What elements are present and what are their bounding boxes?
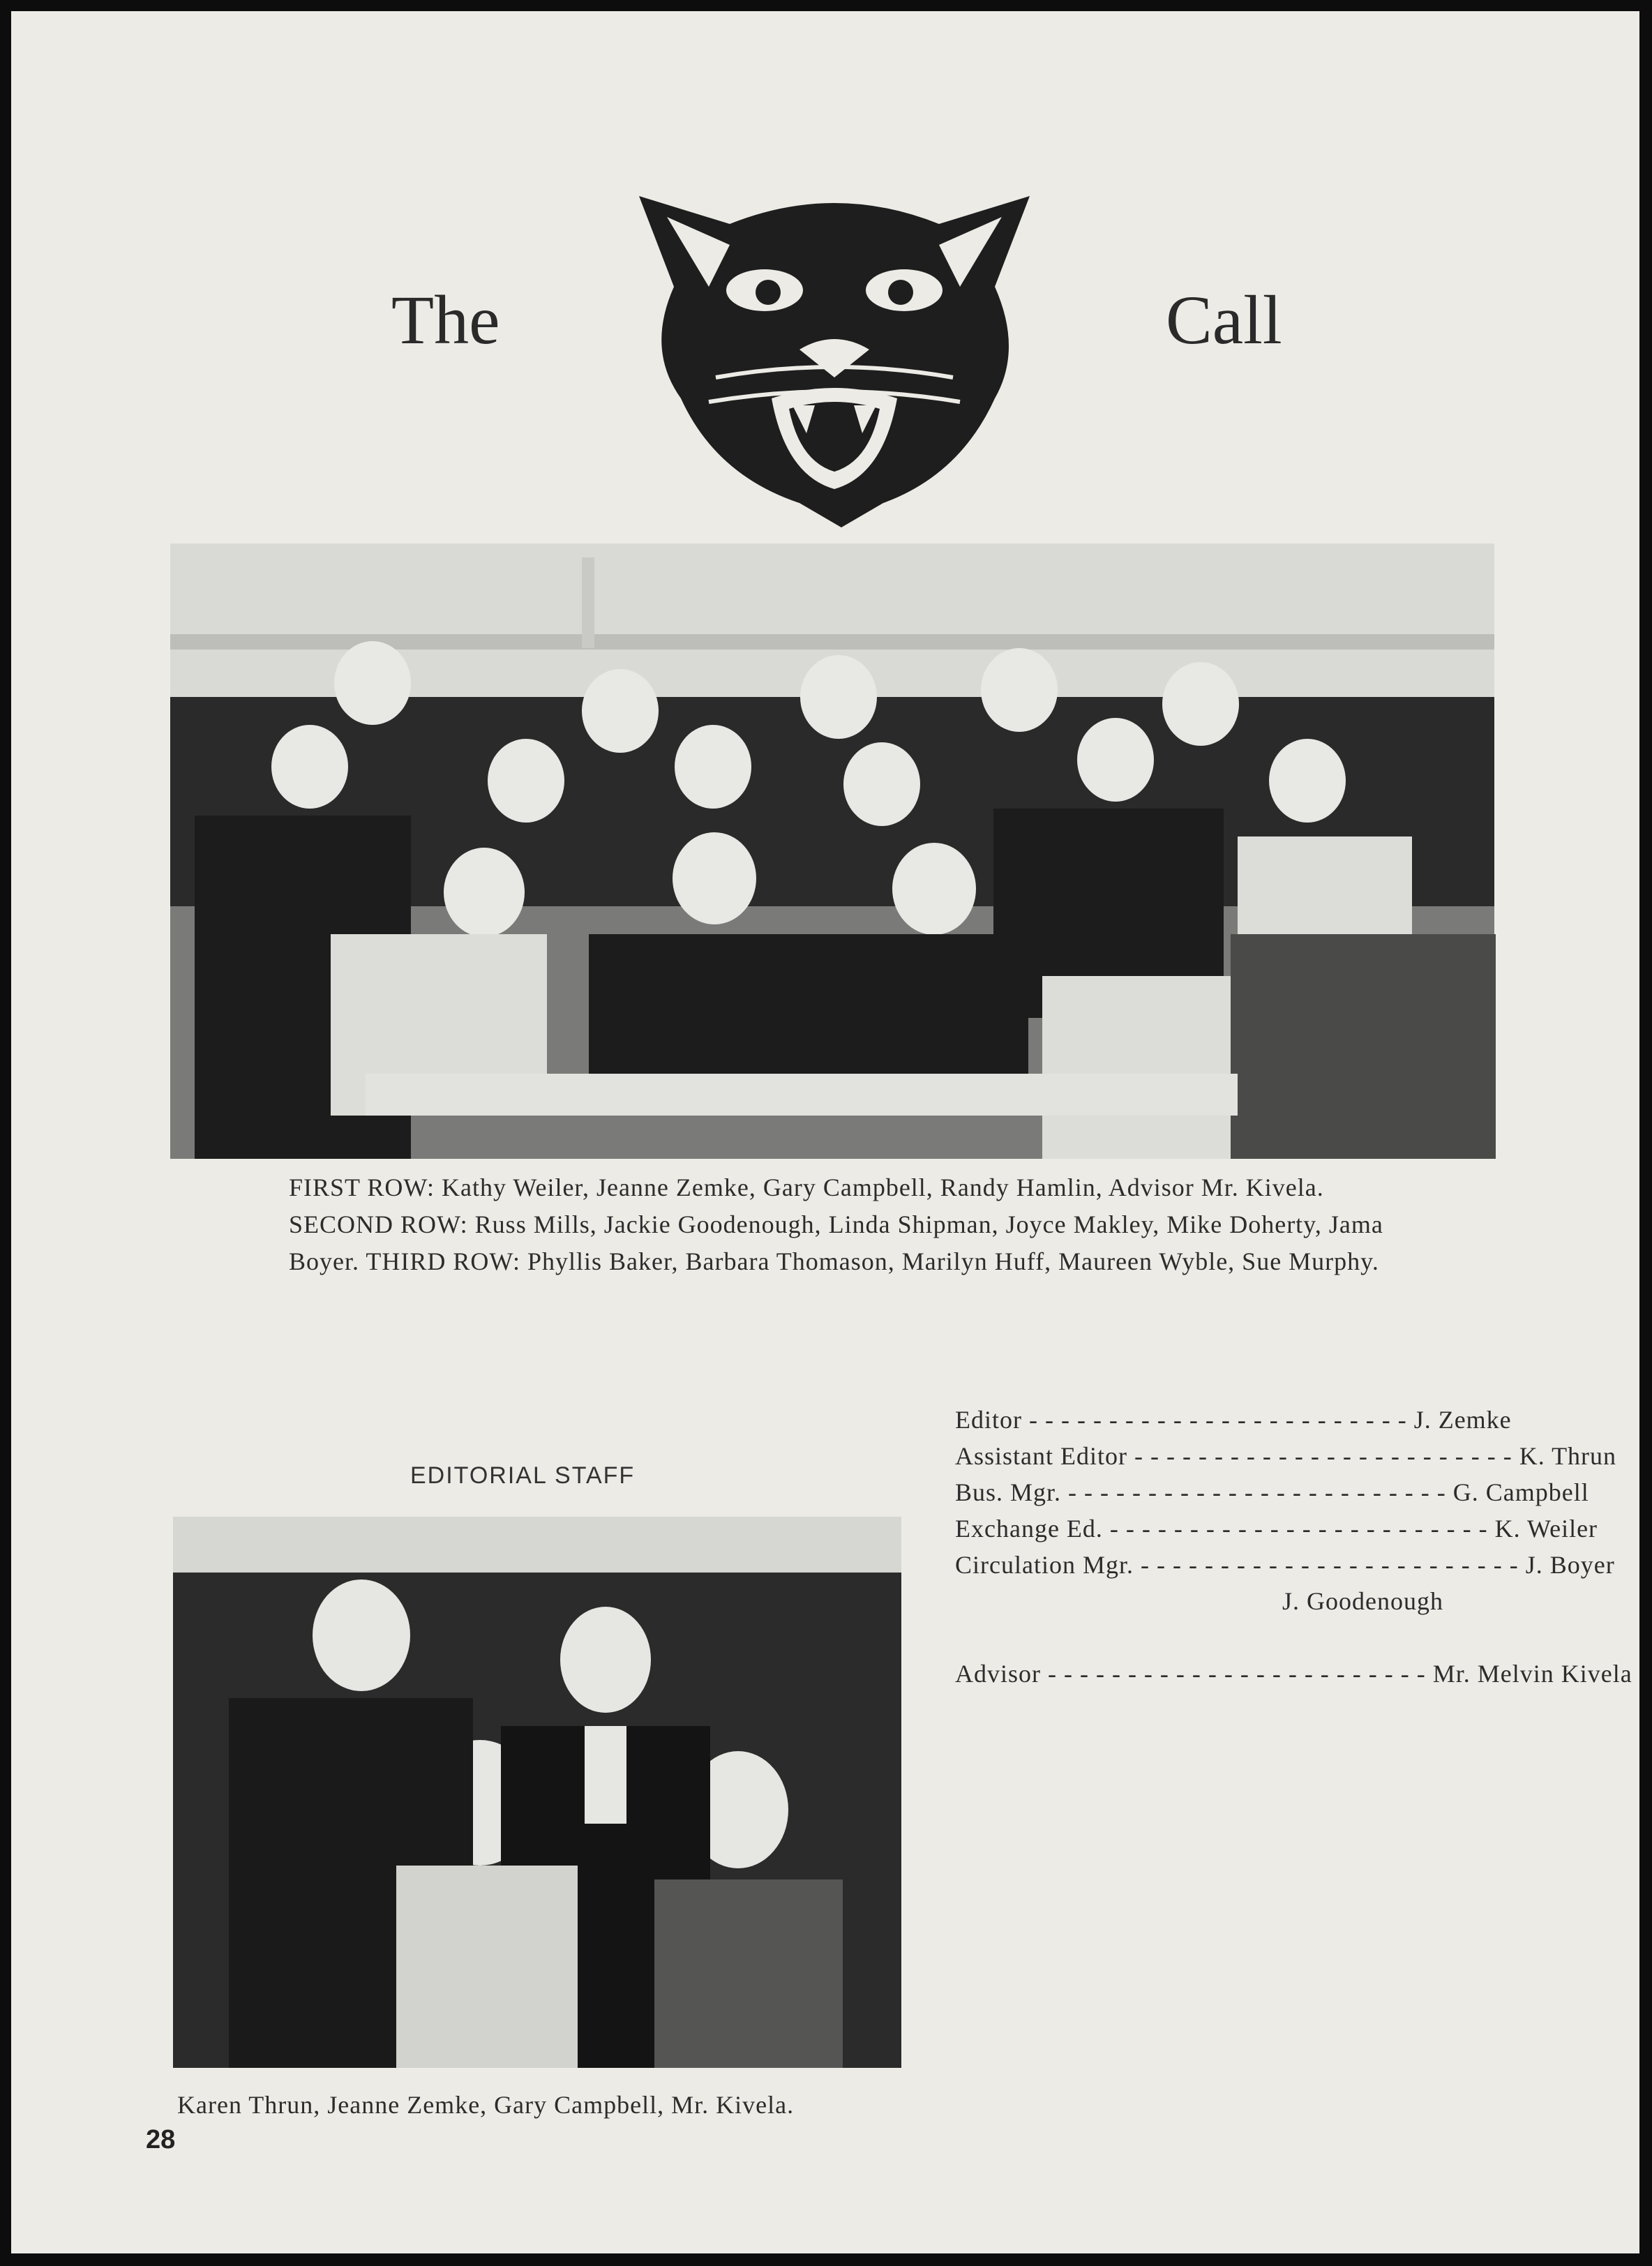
- staff-list-spacer: [955, 1623, 1443, 1659]
- staff-role: Advisor: [955, 1660, 1041, 1688]
- page-number: 28: [146, 2125, 176, 2154]
- staff-row-bus-mgr: [955, 1478, 1589, 1514]
- wildcat-head-icon: [632, 168, 1037, 531]
- staff-row-editor: [955, 1405, 1512, 1441]
- staff-role: Bus. Mgr.: [955, 1478, 1062, 1506]
- staff-list: [955, 1405, 1632, 1695]
- title-call: Call: [1166, 281, 1282, 359]
- staff-name: Mr. Melvin Kivela: [1432, 1660, 1632, 1688]
- title-the: The: [391, 281, 500, 359]
- staff-photo-icon: [173, 1517, 901, 2068]
- group-photo-caption: FIRST ROW: Kathy Weiler, Jeanne Zemke, Gary Campbell, Randy Hamlin, Advisor Mr. Kivela. SECOND ROW: Russ Mills, Jackie Goodenough, Linda Shipman, Joyce Makley, Mike Doherty, Jama Boyer. THIRD ROW: Phyllis Baker, Barbara Thomason, Marilyn Huff, Maureen Wyble, Sue Murphy.: [289, 1173, 1383, 1275]
- staff-name: G. Campbell: [1452, 1478, 1589, 1506]
- staff-name: J. Zemke: [1413, 1406, 1512, 1434]
- staff-row-exchange-ed: [955, 1514, 1598, 1550]
- staff-name: K. Thrun: [1519, 1442, 1617, 1470]
- staff-name: J. Boyer: [1525, 1551, 1615, 1579]
- staff-role: Exchange Ed.: [955, 1515, 1103, 1543]
- staff-row-assistant-editor: [955, 1441, 1617, 1478]
- dot-leader: - - - - - - - - - - - - - - - - - - - - - - - -: [1028, 1406, 1407, 1434]
- staff-role: Editor: [955, 1406, 1022, 1434]
- dot-leader: - - - - - - - - - - - - - - - - - - - - - - - -: [1048, 1660, 1426, 1688]
- group-photo-icon: [170, 543, 1494, 1159]
- staff-row-circulation-mgr: [955, 1550, 1615, 1586]
- staff-role: Assistant Editor: [955, 1442, 1127, 1470]
- dot-leader: - - - - - - - - - - - - - - - - - - - - - - - -: [1109, 1515, 1488, 1543]
- dot-leader: - - - - - - - - - - - - - - - - - - - - - - - -: [1140, 1551, 1519, 1579]
- staff-row-advisor: [955, 1659, 1632, 1695]
- dot-leader: - - - - - - - - - - - - - - - - - - - - - - - -: [1134, 1442, 1512, 1470]
- dot-leader: - - - - - - - - - - - - - - - - - - - - - - - -: [1068, 1478, 1446, 1506]
- yearbook-page: [11, 11, 1639, 2253]
- staff-photo-caption: Karen Thrun, Jeanne Zemke, Gary Campbell, Mr. Kivela.: [177, 2091, 795, 2119]
- staff-name-continuation: J. Goodenough: [1282, 1587, 1443, 1615]
- staff-name: K. Weiler: [1494, 1515, 1598, 1543]
- staff-role: Circulation Mgr.: [955, 1551, 1134, 1579]
- editorial-staff-heading: EDITORIAL STAFF: [410, 1462, 636, 1489]
